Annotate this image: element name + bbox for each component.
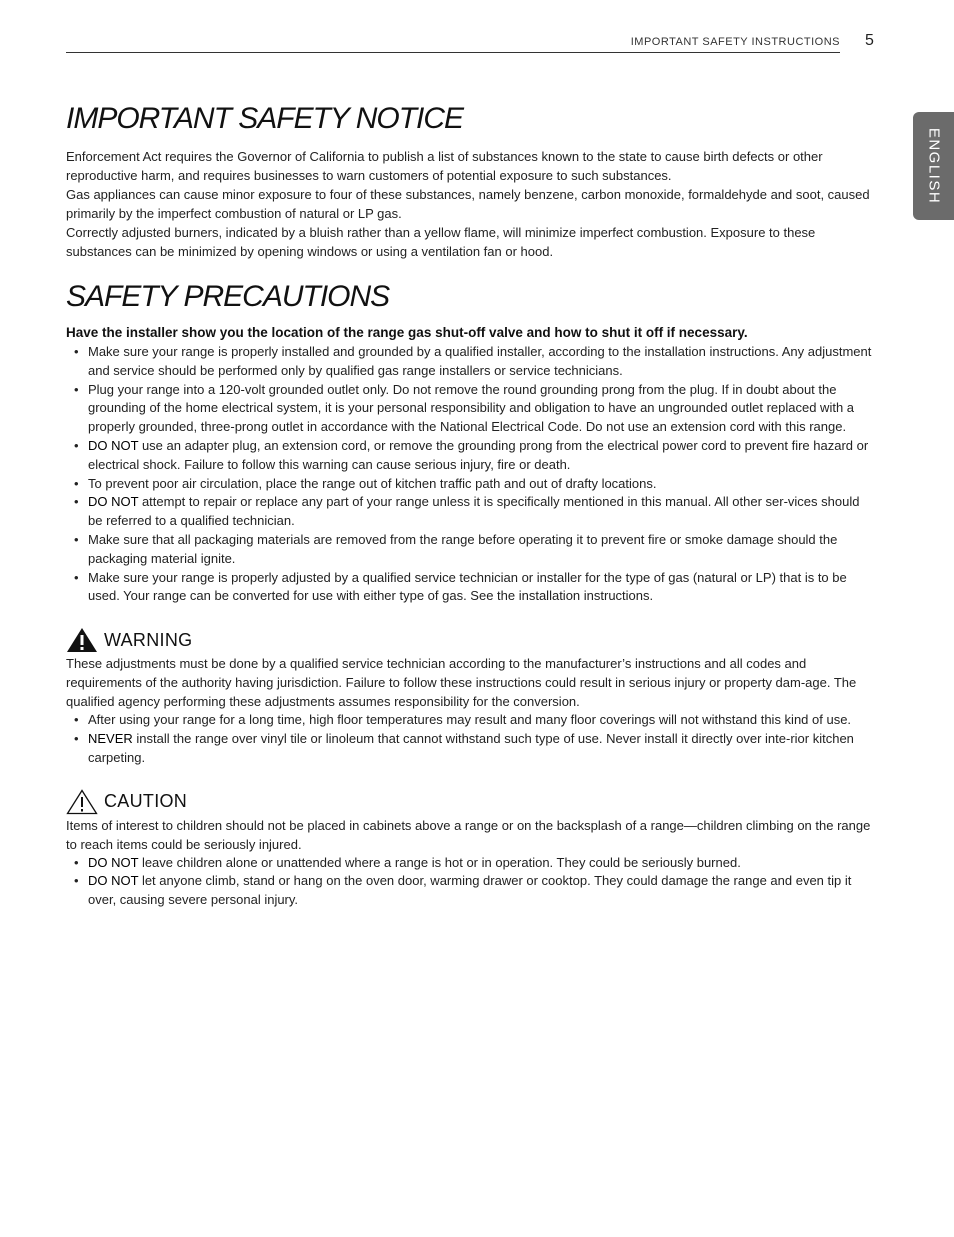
notice-paragraph: Enforcement Act requires the Governor of California to publish a list of substances known to the state to cause birth defects or other reproductive harm, and requires businesses to warn customers of potential exposure to such substances. (66, 149, 823, 183)
list-item (66, 711, 874, 730)
notice-title: IMPORTANT SAFETY NOTICE (66, 102, 464, 135)
item-prefix: DO NOT (88, 437, 139, 453)
list-item (66, 531, 874, 569)
list-item (66, 381, 874, 437)
list-item (66, 475, 874, 494)
precautions-list (66, 343, 874, 606)
precautions-title: SAFETY PRECAUTIONS (66, 280, 390, 313)
caution-title: CAUTION (104, 791, 188, 812)
page-header (66, 30, 840, 53)
warning-list (66, 711, 874, 767)
item-text: leave children alone or unattended where a range is hot or in operation. They could be seriously burned. (138, 854, 741, 870)
header-title: IMPORTANT SAFETY INSTRUCTIONS (630, 36, 840, 48)
list-item (66, 730, 874, 768)
item-text: let anyone climb, stand or hang on the oven door, warming drawer or cooktop. They could damage the range and even tip it over, causing severe personal injury. (88, 873, 852, 908)
caution-intro: Items of interest to children should not be placed in cabinets above a range or on the backsplash of a range—children climbing on the range to reach items could be seriously injured. (66, 817, 871, 852)
item-text: Make sure your range is properly adjusted by a qualified service technician or installer for the type of gas (natural or LP) that is to be used. Your range can be converted for use with either type of gas. See the installation instructions. (88, 569, 847, 604)
item-text: use an adapter plug, an extension cord, or remove the grounding prong from the electrical power cord to prevent fire hazard or electrical shock. Failure to follow this warning can cause serious injury, fire or death. (88, 437, 869, 472)
item-prefix: DO NOT (88, 854, 139, 870)
list-item (66, 854, 874, 873)
warning-title: WARNING (104, 629, 193, 650)
item-text: Make sure your range is properly installed and grounded by a qualified installer, according to the installation instructions. Any adjustment and service should be performed only by qualified gas range installers or service technicians. (88, 344, 872, 378)
warning-triangle-icon (66, 627, 98, 653)
item-text: Plug your range into a 120-volt grounded outlet only. Do not remove the round grounding prong from the plug. If in doubt about the grounding of the home electrical system, it is your personal responsibility and obligation to have an ungrounded outlet replaced with a properly grounded, three-prong outlet in accordance with the National Electrical Code. Do not use an extension cord with this range. (88, 381, 855, 435)
notice-paragraph: Gas appliances can cause minor exposure to four of these substances, namely benzene, carbon monoxide, formaldehyde and soot, caused primarily by the imperfect combustion of natural or LP gas. (66, 187, 870, 221)
item-text: attempt to repair or replace any part of your range unless it is specifically mentioned in this manual. All other ser-vices should be referred to a qualified technician. (88, 494, 860, 529)
list-item (66, 493, 874, 531)
main-content (66, 98, 874, 910)
list-item (66, 569, 874, 607)
list-item (66, 437, 874, 475)
warning-heading (66, 626, 874, 654)
item-text: Make sure that all packaging materials are removed from the range before operating it to prevent fire or smoke damage should the packaging material ignite. (88, 531, 838, 566)
item-text: install the range over vinyl tile or linoleum that cannot withstand such type of use. Never install it directly over inte-rior kitchen carpeting. (88, 730, 854, 765)
item-prefix: NEVER (88, 730, 133, 746)
list-item (66, 343, 874, 381)
language-tab (913, 112, 954, 220)
item-text: To prevent poor air circulation, place the range out of kitchen traffic path and out of drafty locations. (88, 475, 657, 491)
caution-triangle-icon (66, 789, 98, 815)
item-prefix: DO NOT (88, 873, 139, 889)
item-text: After using your range for a long time, high floor temperatures may result and many floor coverings will not withstand this kind of use. (88, 712, 852, 728)
list-item (66, 872, 874, 910)
page-number: 5 (865, 32, 874, 49)
language-tab-label: ENGLISH (925, 127, 942, 205)
precautions-lead: Have the installer show you the location of the range gas shut-off valve and how to shut it off if necessary. (66, 325, 748, 340)
item-prefix: DO NOT (88, 494, 139, 510)
notice-paragraph: Correctly adjusted burners, indicated by a bluish rather than a yellow flame, will minimize imperfect combustion. Exposure to these substances can be minimized by opening windows or using a ventilation fan or hood. (66, 225, 816, 259)
caution-heading (66, 788, 874, 816)
caution-list (66, 854, 874, 910)
warning-intro: These adjustments must be done by a qualified service technician according to the manufacturer’s instructions and all codes and requirements of the authority having jurisdiction. Failure to follow these instructions could result in serious injury or property dam-age. The qualified agency performing these adjustments assumes responsibility for the conversion. (66, 656, 857, 710)
